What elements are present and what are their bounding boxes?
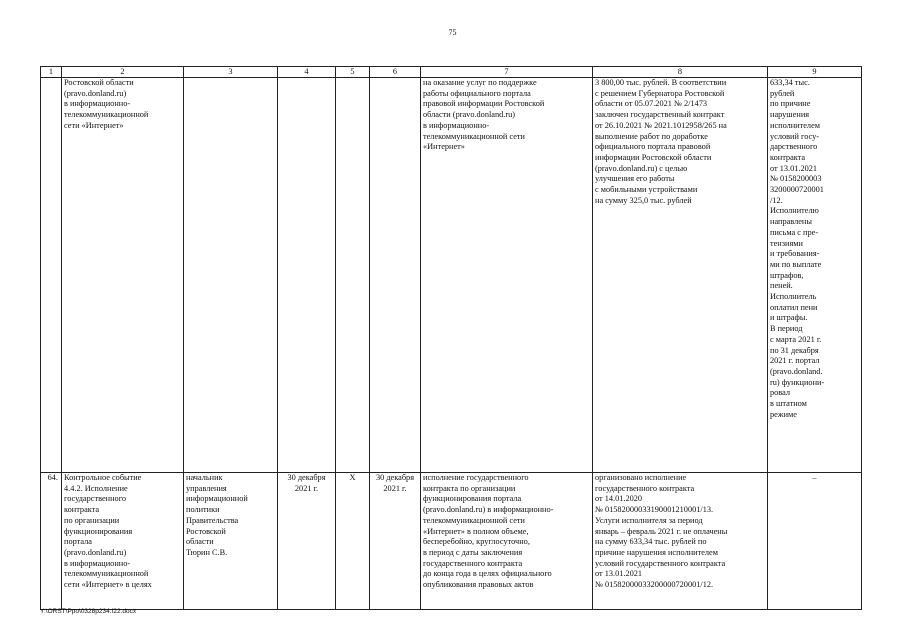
column-number-row: [41, 67, 862, 78]
responsible-cell: [184, 78, 278, 473]
table-row: [41, 78, 862, 473]
responsible-cell: начальник управления информационной политики Правительства Ростовской области Тюрин С.В.: [184, 473, 278, 610]
file-path-footer: Y:\ORST\Ppo\0328p234.f22.docx: [40, 608, 137, 615]
column-number: 5: [336, 67, 370, 78]
problems-cell: –: [768, 473, 862, 610]
column-number: 8: [593, 67, 768, 78]
row-number-cell: 64.: [41, 473, 62, 610]
column-number: 9: [768, 67, 862, 78]
expected-result-cell: исполнение государственного контракта по организации функционирования портала (pravo.donland.ru) в информационно- телекоммуникационной сети «Интернет» в полном объеме, бесперебойно, круглосуточно, в период с даты заключения государственного контракта до конца года в целях официального опубликования правовых актов: [421, 473, 593, 610]
actual-date-cell: [370, 78, 421, 473]
column-number: 3: [184, 67, 278, 78]
event-name-cell: Контрольное событие 4.4.2. Исполнение государственного контракта по организации функционирования портала (pravo.donland.ru) в информационно- телекоммуникационной сети «Интернет» в целях: [62, 473, 184, 610]
problems-cell: 633,34 тыс. рублей по причине нарушения исполнителем условий госу- дарственного контракта от 13.01.2021 № 0158200003 3200000720001 /12. Исполнителю направлены письма с пре- тензиями и требования- ми по выплате штрафов, пеней. Исполнитель оплатил пени и штрафы. В период с марта 2021 г. по 31 декабря 2021 г. портал (pravo.donland. ru) функциони- ровал в штатном режиме: [768, 78, 862, 473]
column-number: 2: [62, 67, 184, 78]
column-number: 7: [421, 67, 593, 78]
event-name-cell: Ростовской области (pravo.donland.ru) в информационно- телекоммуникационной сети «Интернет»: [62, 78, 184, 473]
row-number-cell: [41, 78, 62, 473]
table-row: [41, 473, 862, 610]
column-number: 1: [41, 67, 62, 78]
planned-date-cell: [278, 78, 336, 473]
column-5-cell: [336, 78, 370, 473]
column-5-cell: Х: [336, 473, 370, 610]
actual-result-cell: 3 800,00 тыс. рублей. В соответствии с решением Губернатора Ростовской области от 05.07.2021 № 2/1473 заключен государственный контракт от 26.10.2021 № 2021.1012958/265 на выполнение работ по доработке официального портала правовой информации Ростовской области (pravo.donland.ru) с целью улучшения его работы с мобильными устройствами на сумму 325,0 тыс. рублей: [593, 78, 768, 473]
page-number: 75: [448, 28, 457, 37]
report-table: [40, 66, 862, 610]
actual-result-cell: организовано исполнение государственного контракта от 14.01.2020 № 0158200003319000121000​1/13. Услуги исполнителя за период январь – февраль 2021 г. не оплачены на сумму 633,34 тыс. рублей по причине нарушения исполнителем условий государственного контракта от 13.01.2021 № 0158200003320000072000​1/12.: [593, 473, 768, 610]
planned-date-cell: 30 декабря 2021 г.: [278, 473, 336, 610]
column-number: 4: [278, 67, 336, 78]
column-number: 6: [370, 67, 421, 78]
expected-result-cell: на оказание услуг по поддержке работы официального портала правовой информации Ростовской области (pravo.donland.ru) в информационно- телекоммуникационной сети «Интернет»: [421, 78, 593, 473]
actual-date-cell: 30 декабря 2021 г.: [370, 473, 421, 610]
